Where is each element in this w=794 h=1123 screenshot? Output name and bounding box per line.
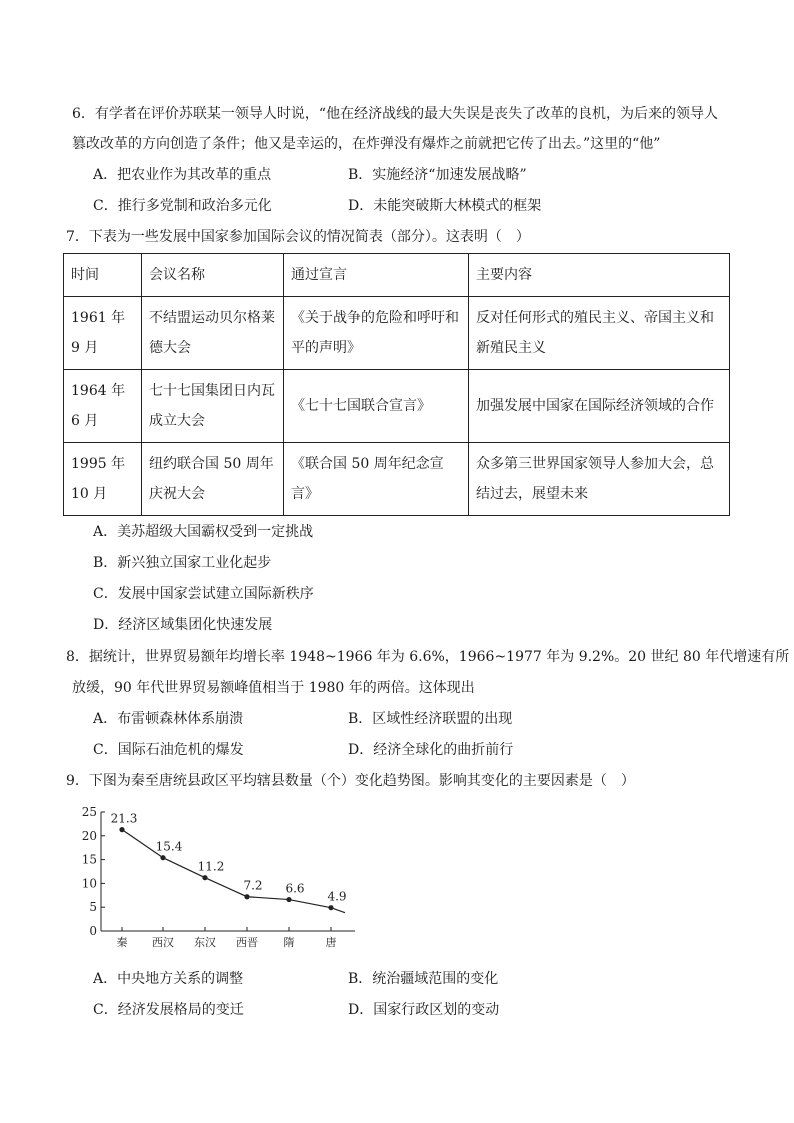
q7-option-d[interactable]: D．经济区域集团化快速发展 bbox=[93, 617, 273, 633]
table-cell: 纽约联合国 50 周年庆祝大会 bbox=[142, 443, 284, 516]
q6-option-a[interactable]: A．把农业作为其改革的重点 bbox=[93, 167, 272, 183]
q7-option-c[interactable]: C．发展中国家尝试建立国际新秩序 bbox=[93, 586, 314, 602]
x-tick-label: 秦 bbox=[116, 936, 128, 949]
x-tick-label: 唐 bbox=[325, 936, 337, 949]
q8-option-d[interactable]: D．经济全球化的曲折前行 bbox=[348, 742, 514, 758]
table-row bbox=[64, 297, 730, 370]
data-label: 15.4 bbox=[155, 839, 183, 854]
q7-table bbox=[63, 253, 730, 516]
data-point bbox=[202, 875, 207, 880]
table-cell: 众多第三世界国家领导人参加大会，总结过去，展望未来 bbox=[469, 443, 730, 516]
q9-line-chart bbox=[70, 800, 360, 950]
q9-option-b[interactable]: B．统治疆域范围的变化 bbox=[348, 971, 499, 987]
table-cell: 1961 年 9 月 bbox=[64, 297, 142, 370]
q9-option-a[interactable]: A．中央地方关系的调整 bbox=[93, 971, 244, 987]
q7-option-b[interactable]: B．新兴独立国家工业化起步 bbox=[93, 555, 272, 571]
x-tick-label: 东汉 bbox=[194, 936, 216, 949]
data-point bbox=[286, 897, 291, 902]
q6-option-b[interactable]: B．实施经济“加速发展战略” bbox=[348, 167, 527, 183]
table-cell: 加强发展中国家在国际经济领域的合作 bbox=[469, 370, 730, 443]
q7-stem: 7．下表为一些发展中国家参加国际会议的情况简表（部分）。这表明（ ） bbox=[66, 229, 530, 245]
table-cell: 反对任何形式的殖民主义、帝国主义和新殖民主义 bbox=[469, 297, 730, 370]
data-label: 7.2 bbox=[243, 878, 263, 893]
table-cell: 《关于战争的危险和呼吁和平的声明》 bbox=[284, 297, 469, 370]
data-label: 6.6 bbox=[285, 881, 305, 896]
y-tick-label: 10 bbox=[81, 876, 97, 891]
table-cell: 《七十七国联合宣言》 bbox=[284, 370, 469, 443]
x-tick-label: 西晋 bbox=[236, 936, 258, 949]
table-cell: 不结盟运动贝尔格莱德大会 bbox=[142, 297, 284, 370]
q6-option-d[interactable]: D．未能突破斯大林模式的框架 bbox=[348, 198, 542, 214]
q8-option-a[interactable]: A．布雷顿森林体系崩溃 bbox=[93, 711, 244, 727]
q8-stem-line1: 8．据统计，世界贸易额年均增长率 1948~1966 年为 6.6%，1966~1977 年为 9.2%。20 世纪 80 年代增速有所 bbox=[66, 649, 790, 665]
q9-option-d[interactable]: D．国家行政区划的变动 bbox=[348, 1002, 500, 1018]
table-cell: 七十七国集团日内瓦成立大会 bbox=[142, 370, 284, 443]
y-tick-label: 0 bbox=[89, 924, 97, 938]
q6-option-c[interactable]: C．推行多党制和政治多元化 bbox=[93, 198, 272, 214]
x-tick-label: 西汉 bbox=[152, 936, 174, 949]
table-header-cell: 会议名称 bbox=[142, 254, 284, 297]
q8-option-b[interactable]: B．区域性经济联盟的出现 bbox=[348, 711, 513, 727]
data-point bbox=[244, 894, 249, 899]
y-tick-label: 20 bbox=[81, 828, 97, 843]
q8-option-c[interactable]: C．国际石油危机的爆发 bbox=[93, 742, 244, 758]
table-header-cell: 主要内容 bbox=[469, 254, 730, 297]
table-cell: 1964 年 6 月 bbox=[64, 370, 142, 443]
table-cell: 1995 年 10 月 bbox=[64, 443, 142, 516]
table-cell: 《联合国 50 周年纪念宣言》 bbox=[284, 443, 469, 516]
q6-stem-line1: 6．有学者在评价苏联某一领导人时说，“他在经济战线的最大失误是丧失了改革的良机，为后来的领导人 bbox=[72, 106, 719, 122]
q7-option-a[interactable]: A．美苏超级大国霸权受到一定挑战 bbox=[93, 524, 314, 540]
y-tick-label: 25 bbox=[81, 805, 97, 819]
data-point bbox=[119, 827, 124, 832]
data-label: 4.9 bbox=[327, 889, 347, 904]
q9-option-c[interactable]: C．经济发展格局的变迁 bbox=[93, 1002, 244, 1018]
data-label: 21.3 bbox=[110, 811, 138, 826]
y-tick-label: 5 bbox=[89, 900, 97, 915]
table-row bbox=[64, 370, 730, 443]
x-tick-label: 隋 bbox=[283, 936, 295, 949]
q9-stem: 9．下图为秦至唐统县政区平均辖县数量（个）变化趋势图。影响其变化的主要因素是（ ） bbox=[66, 773, 635, 789]
table-row bbox=[64, 443, 730, 516]
q8-stem-line2: 放缓，90 年代世界贸易额峰值相当于 1980 年的两倍。这体现出 bbox=[72, 680, 475, 696]
q6-stem-line2: 篡改改革的方向创造了条件；他又是幸运的，在炸弹没有爆炸之前就把它传了出去。”这里的“他” bbox=[72, 136, 661, 152]
y-tick-label: 15 bbox=[81, 852, 97, 867]
data-label: 11.2 bbox=[197, 859, 225, 874]
data-point bbox=[328, 905, 333, 910]
table-header-row bbox=[64, 254, 730, 297]
data-point bbox=[160, 855, 165, 860]
table-header-cell: 通过宣言 bbox=[284, 254, 469, 297]
table-header-cell: 时间 bbox=[64, 254, 142, 297]
